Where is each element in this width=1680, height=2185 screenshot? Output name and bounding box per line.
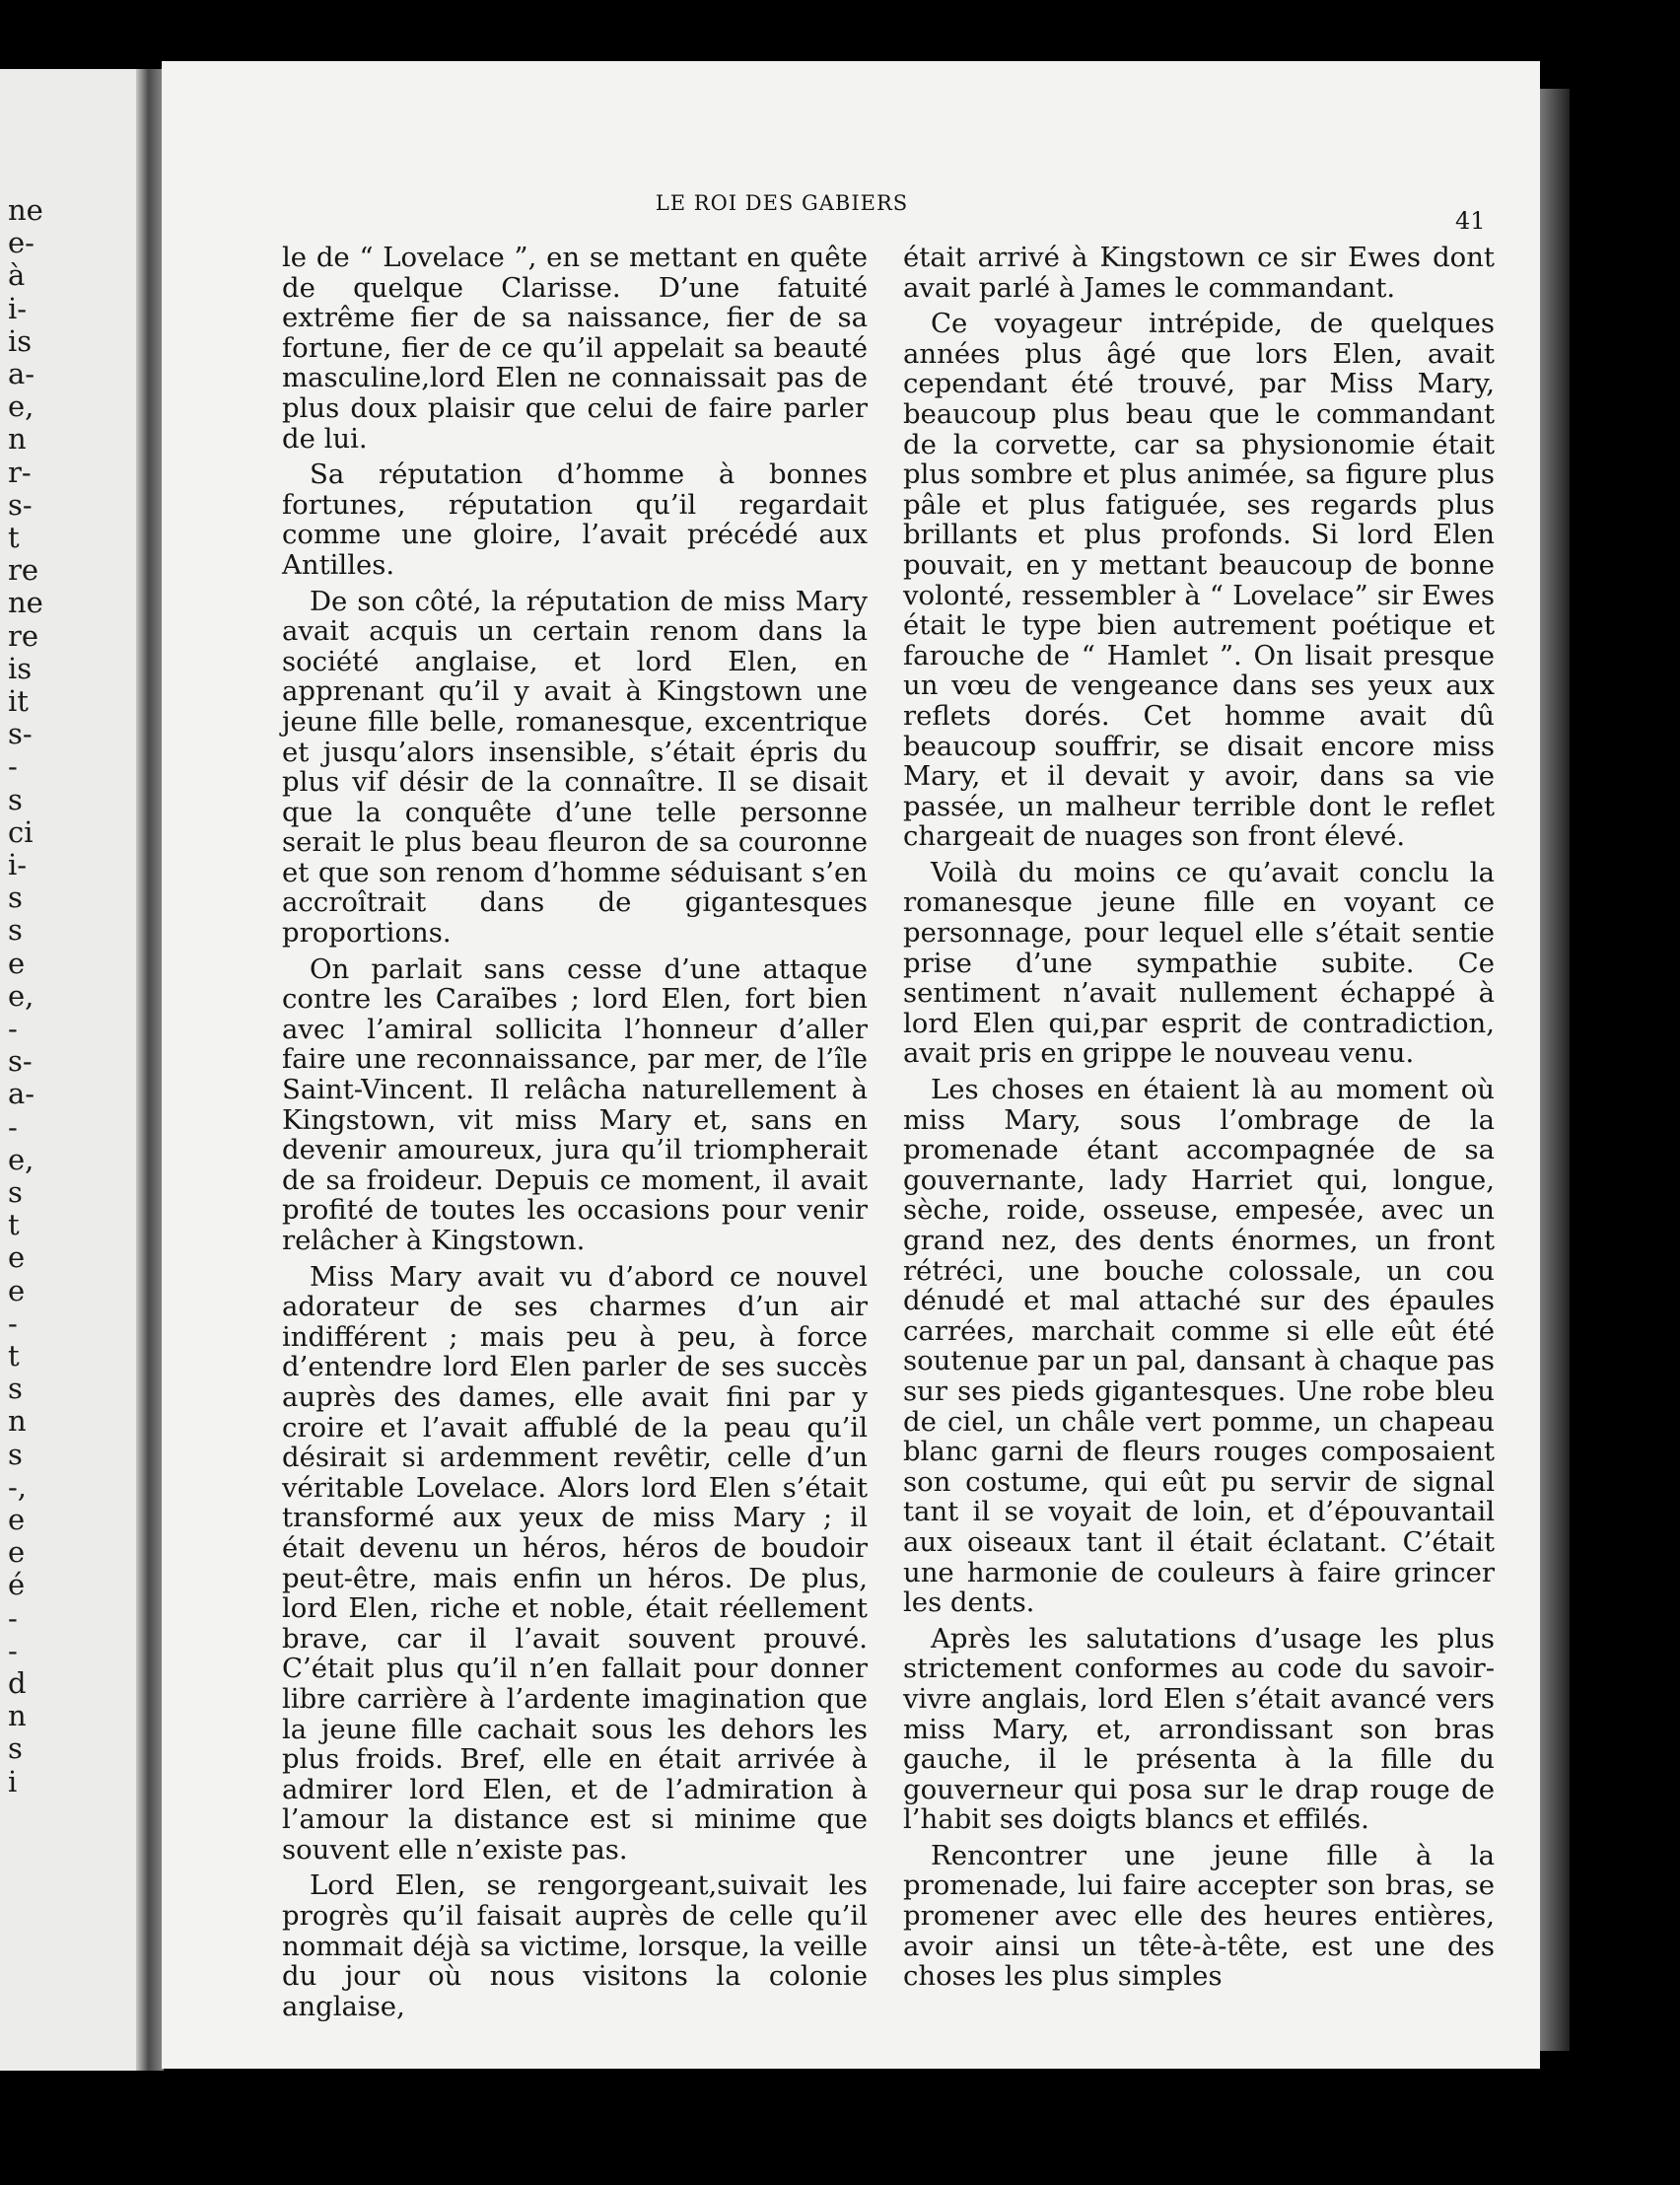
facing-page-text-fragment: e	[8, 1535, 26, 1570]
facing-page-text-fragment: s	[8, 913, 23, 948]
facing-page-text-fragment: -,	[8, 1469, 28, 1504]
facing-page-text-fragment: n	[8, 422, 27, 457]
facing-page-text-fragment: t	[8, 1208, 20, 1242]
left-column	[282, 243, 868, 2021]
facing-page-text-fragment: ne	[8, 586, 43, 620]
facing-page-text-fragment: e-	[8, 226, 35, 260]
facing-page-text-fragment: -	[8, 1109, 18, 1144]
paragraph: Après les salutations d’usage les plus strictement conformes au code du savoir-vivre anglais, lord Elen s’était avancé vers miss Mary, et, arrondissant son bras gauche, il le présenta à la fille du gouverneur qui posa sur le drap rouge de l’habit ses doigts blancs et effilés.	[903, 1622, 1495, 1836]
book-page	[162, 61, 1540, 2069]
facing-page-text-fragment: à	[8, 258, 26, 293]
facing-page-text-fragment: s	[8, 1437, 23, 1471]
facing-page-text-fragment: e,	[8, 389, 35, 424]
facing-page-text-fragment: ci	[8, 814, 34, 849]
facing-page-text-fragment: t	[8, 1339, 20, 1373]
facing-page-text-fragment: a-	[8, 357, 35, 390]
facing-page-text-fragment: -	[8, 1012, 18, 1045]
paragraph: Les choses en étaient là au moment où miss Mary, sous l’ombrage de la promenade étant accompagnée de sa gouvernante, lady Harriet qui, longue, sèche, roide, osseuse, empesée, avec un grand nez, des dents énormes, un front rétréci, une bouche colossale, un cou dénudé et mal attaché sur des épaules carrées, marchait comme si elle eût été soutenue par un pal, dansant à chaque pas sur ses pieds gigantesques. Une robe bleu de ciel, un châle vert pomme, un chapeau blanc garni de fleurs rouges composaient son costume, qui eût pu servir de signal tant il se voyait de loin, et d’épouvantail aux oiseaux tant il était éclatant. C’était une harmonie de couleurs à faire grincer les dents.	[903, 1074, 1495, 1619]
facing-page-text-fragment: e	[8, 946, 26, 980]
facing-page-text-fragment: -	[8, 749, 18, 784]
facing-page-text-fragment: s	[8, 782, 23, 816]
facing-page-text-fragment: e,	[8, 1142, 35, 1176]
facing-page-text-fragment: s	[8, 1175, 23, 1209]
paragraph: Voilà du moins ce qu’avait conclu la romanesque jeune fille en voyant ce personnage, pour lequel elle s’était sentie prise d’une sympathie subite. Ce sentiment n’avait nullement échappé à lord Elen qui,par esprit de contradiction, avait pris en grippe le nouveau venu.	[903, 856, 1495, 1070]
facing-page-text-fragment: r-	[8, 455, 32, 489]
facing-page-text-fragment: i-	[8, 291, 28, 325]
paragraph: Sa réputation d’homme à bonnes fortunes, réputation qu’il regardait comme une gloire, l’avait précédé aux Antilles.	[282, 458, 868, 581]
facing-page-text-fragment: é	[8, 1568, 26, 1602]
facing-page-text-fragment: is	[8, 651, 33, 685]
facing-page-text-fragment: ne	[8, 193, 43, 227]
paragraph: On parlait sans cesse d’une attaque contre les Caraïbes ; lord Elen, fort bien avec l’amiral sollicita l’honneur d’aller faire une reconnaissance, par mer, de l’île Saint-Vincent. Il relâcha naturellement à Kingstown, vit miss Mary et, sans en devenir amoureux, jura qu’il triompherait de sa froideur. Depuis ce moment, il avait profité de toutes les occasions pour venir relâcher à Kingstown.	[282, 952, 868, 1256]
facing-page-text-fragment: -	[8, 1305, 18, 1340]
paragraph: le de “ Lovelace ”, en se mettant en quête de quelque Clarisse. D’une fatuité extrême fier de sa naissance, fier de sa fortune, fier de ce qu’il appelait sa beauté masculine,lord Elen ne connaissait pas de plus doux plaisir que celui de faire parler de lui.	[282, 242, 868, 455]
facing-page-text-fragment: re	[8, 618, 39, 653]
page-edge-shadow	[1540, 89, 1570, 2051]
facing-page-text-fragment: n	[8, 1699, 27, 1733]
facing-page-edge	[0, 69, 148, 2071]
facing-page-text-fragment: t	[8, 521, 20, 554]
facing-page-text-fragment: s	[8, 1731, 23, 1766]
facing-page-text-fragment: -	[8, 1633, 18, 1667]
facing-page-text-fragment: s-	[8, 717, 33, 751]
facing-page-text-fragment: i-	[8, 848, 28, 881]
facing-page-text-fragment: e	[8, 1273, 26, 1307]
running-head-text: LE ROI DES GABIERS	[655, 191, 909, 215]
paragraph: De son côté, la réputation de miss Mary avait acquis un certain renom dans la société anglaise, et lord Elen, en apprenant qu’il y avait à Kingstown une jeune fille belle, romanesque, excentrique et jusqu’alors insensible, s’était épris du plus vif désir de la connaître. Il se disait que la conquête d’une telle personne serait le plus beau fleuron de sa couronne et que son renom d’homme séduisant s’en accroîtrait dans de gigantesques proportions.	[282, 585, 868, 950]
facing-page-text-fragment: is	[8, 323, 33, 358]
paragraph: Ce voyageur intrépide, de quelques années plus âgé que lors Elen, avait cependant été trouvé, par Miss Mary, beaucoup plus beau que le commandant de la corvette, car sa physionomie était plus sombre et plus animée, sa figure plus pâle et plus fatiguée, ses regards plus brillants et plus profonds. Si lord Elen pouvait, en y mettant beaucoup de bonne volonté, ressembler à “ Lovelace” sir Ewes était le type bien autrement poétique et farouche de “ Hamlet ”. On lisait presque un vœu de vengeance dans ses yeux aux reflets dorés. Cet homme avait dû beaucoup souffrir, se disait encore miss Mary, et il devait y avoir, dans sa vie passée, un malheur terrible dont le reflet chargeait de nuages son front élevé.	[903, 308, 1495, 853]
facing-page-text-fragment: e,	[8, 978, 35, 1013]
facing-page-text-fragment: a-	[8, 1077, 35, 1111]
paragraph: était arrivé à Kingstown ce sir Ewes dont avait parlé à James le commandant.	[903, 242, 1495, 304]
facing-page-text-fragment: s-	[8, 487, 33, 522]
book-gutter	[136, 69, 164, 2071]
right-column	[903, 243, 1495, 1992]
facing-page-text-fragment: it	[8, 684, 29, 718]
paragraph: Lord Elen, se rengorgeant,suivait les progrès qu’il faisait auprès de celle qu’il nommait déjà sa victime, lorsque, la veille du jour où nous visitons la colonie anglaise,	[282, 1869, 868, 2022]
facing-page-text-fragment: s	[8, 1372, 23, 1406]
facing-page-text-fragment: i	[8, 1764, 18, 1798]
facing-page-text-fragment: -	[8, 1600, 18, 1635]
facing-page-text-fragment: e	[8, 1240, 26, 1275]
facing-page-text-fragment: e	[8, 1503, 26, 1536]
page-number: 41	[1455, 207, 1486, 235]
paragraph: Rencontrer une jeune fille à la promenade, lui faire accepter son bras, se promener avec elle des heures entières, avoir ainsi un tête-à-tête, est une des choses les plus simples	[903, 1839, 1495, 1993]
facing-page-text-fragment: d	[8, 1666, 27, 1700]
facing-page-text-fragment: s-	[8, 1044, 33, 1079]
paragraph: Miss Mary avait vu d’abord ce nouvel adorateur de ses charmes d’un air indifférent ; mais peu à peu, à force d’entendre lord Elen parler de ses succès auprès des dames, elle avait fini par y croire et l’avait affublé de la peau qu’il désirait si ardemment revêtir, celle d’un véritable Lovelace. Alors lord Elen s’était transformé aux yeux de miss Mary ; il était devenu un héros, héros de boudoir peut-être, mais enfin un héros. De plus, lord Elen, riche et noble, était réellement brave, car il l’avait souvent prouvé. C’était plus qu’il n’en fallait pour donner libre carrière à l’ardente imagination que la jeune fille cachait sous les dehors les plus froids. Bref, elle en était arrivée à admirer lord Elen, et de l’admiration à l’amour la distance est si minime que souvent elle n’existe pas.	[282, 1260, 868, 1866]
facing-page-text-fragment: s	[8, 881, 23, 915]
running-head	[162, 191, 1540, 215]
facing-page-text-fragment: re	[8, 553, 39, 588]
facing-page-text-fragment: n	[8, 1404, 27, 1439]
